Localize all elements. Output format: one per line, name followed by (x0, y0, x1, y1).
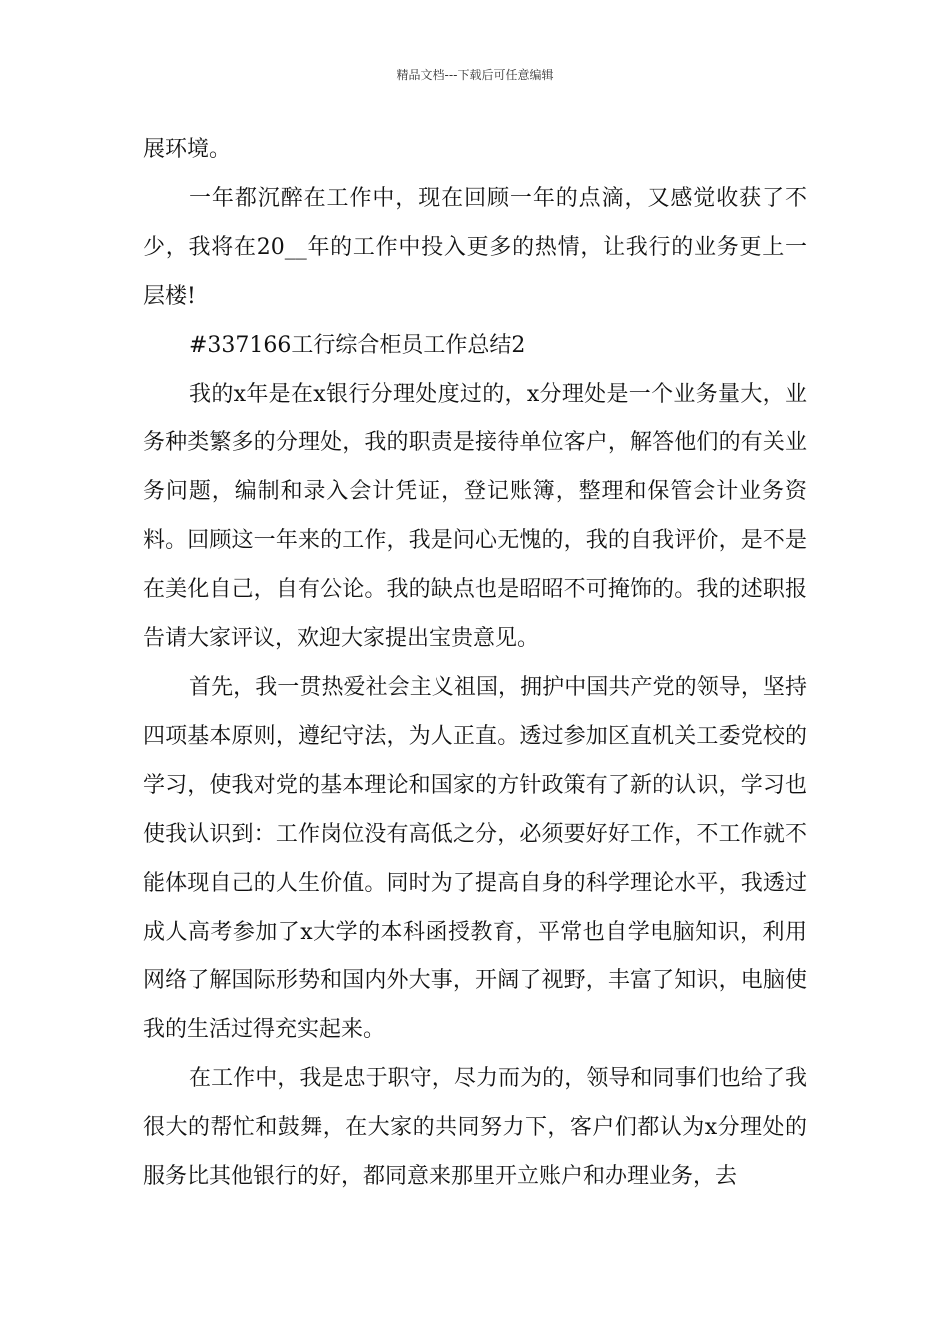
section-heading: #337166工行综合柜员工作总结2 (189, 332, 526, 358)
paragraph-duties: 我的x年是在x银行分理处度过的，x分理处是一个业务量大，业务种类繁多的分理处，我的职责是接待单位客户，解答他们的有关业务问题，编制和录入会计凭证，登记账簿，整理和保管会计业务资料。回顾这一年来的工作，我是问心无愧的，我的自我评价，是不是在美化自己，自有公论。我的缺点也是昭昭不可掩饰的。我的述职报告请大家评议，欢迎大家提出宝贵意见。 (143, 381, 807, 652)
paragraph-year-review: 一年都沉醉在工作中，现在回顾一年的点滴，又感觉收获了不少，我将在20__年的工作中投入更多的热情，让我行的业务更上一层楼! (143, 185, 807, 309)
paragraph-work-attitude: 在工作中，我是忠于职守，尽力而为的，领导和同事们也给了我很大的帮忙和鼓舞，在大家的共同努力下，客户们都认为x分理处的服务比其他银行的好，都同意来那里开立账户和办理业务，去 (143, 1066, 807, 1190)
document-body (143, 126, 807, 1202)
paragraph-political-study: 首先，我一贯热爱社会主义祖国，拥护中国共产党的领导，坚持四项基本原则，遵纪守法，为人正直。透过参加区直机关工委党校的学习，使我对党的基本理论和国家的方针政策有了新的认识，学习也使我认识到：工作岗位没有高低之分，必须要好好工作，不工作就不能体现自己的人生价值。同时为了提高自身的科学理论水平，我透过成人高考参加了x大学的本科函授教育，平常也自学电脑知识，利用网络了解国际形势和国内外大事，开阔了视野，丰富了知识，电脑使我的生活过得充实起来。 (143, 674, 807, 1043)
paragraph-continuation: 展环境。 (143, 137, 232, 162)
page-header: 精品文档---下载后可任意编辑 (396, 68, 554, 82)
